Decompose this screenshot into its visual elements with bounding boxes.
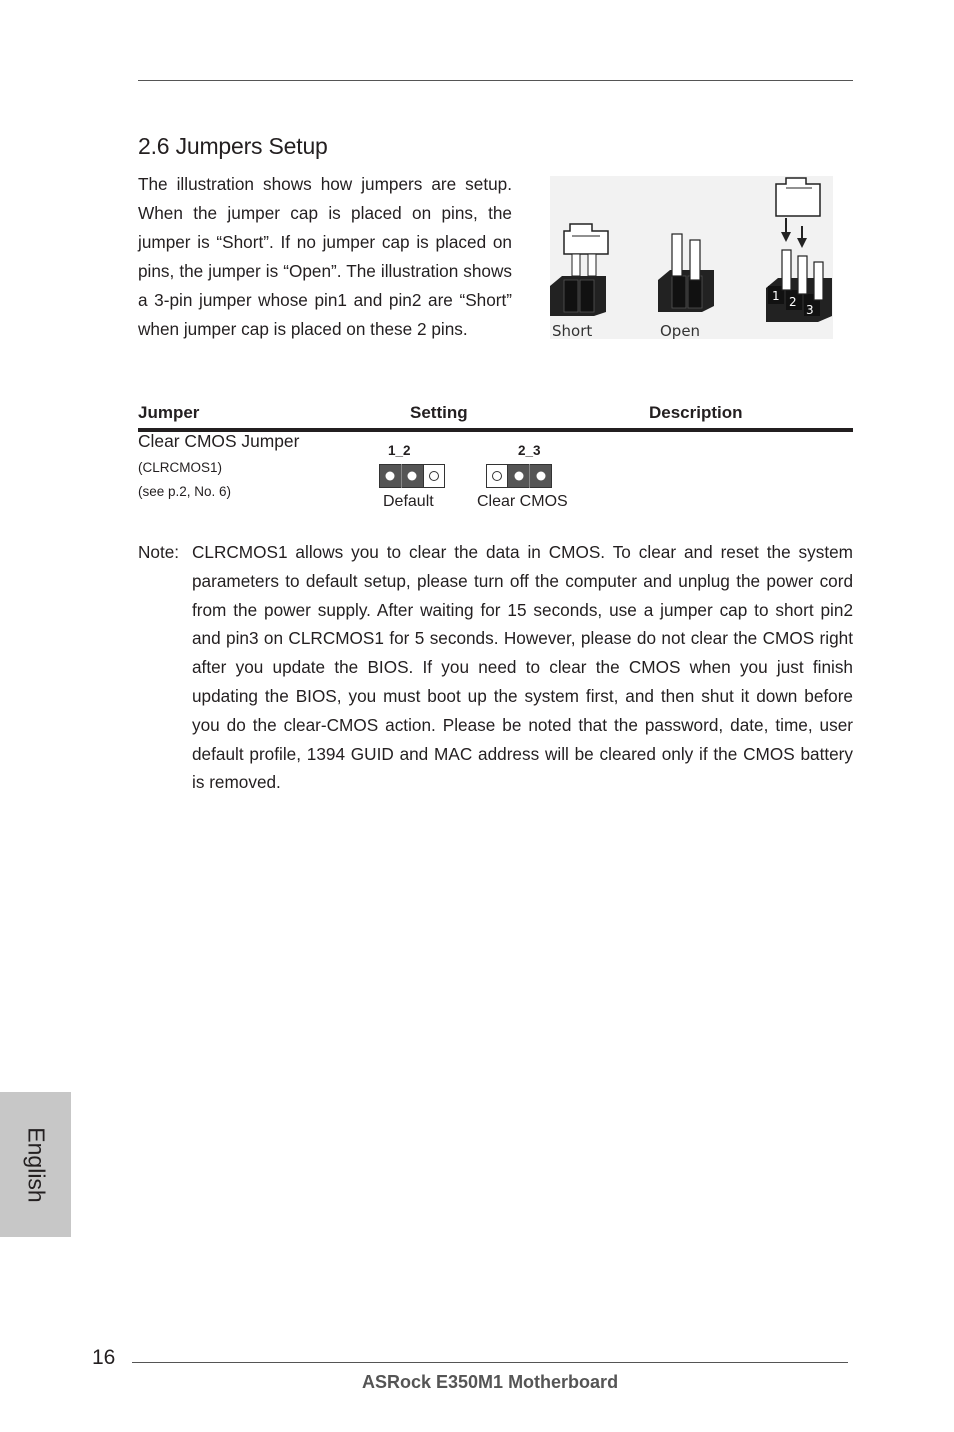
- open-jumper: [658, 234, 714, 312]
- footer-rule: [132, 1362, 848, 1363]
- footer-product: ASRock E350M1 Motherboard: [362, 1372, 619, 1392]
- pin-number-3: 3: [806, 303, 814, 317]
- intro-paragraph: The illustration shows how jumpers are setup. When the jumper cap is placed on pins, the jumper is “Short”. If no jumper cap is placed on pins, the jumper is “Open”. The illustration shows a 3-pin jumper whose pin1 and pin2 are “Short” when jumper cap is placed on these 2 pins.: [138, 174, 512, 339]
- header-rule: [138, 80, 853, 81]
- page-number: 16: [92, 1346, 116, 1369]
- header-jumper: Jumper: [138, 403, 200, 422]
- open-label: Open: [660, 322, 701, 339]
- setting-clear-caption: Clear CMOS: [477, 493, 568, 510]
- header-setting: Setting: [410, 403, 468, 422]
- pin-diagram-default: [379, 464, 445, 488]
- language-tab: [0, 1092, 71, 1237]
- short-jumper: [550, 224, 608, 316]
- three-pin-jumper: [766, 178, 832, 322]
- jumper-name: Clear CMOS Jumper: [138, 431, 300, 451]
- jumper-code: (CLRCMOS1): [138, 460, 223, 475]
- intro-text: [138, 170, 512, 344]
- pin-number-2: 2: [789, 295, 797, 309]
- setting-default-pins: 1_2: [388, 443, 411, 458]
- section-title: 2.6 Jumpers Setup: [138, 133, 328, 159]
- pin-diagram-clear-cmos: [486, 464, 552, 488]
- setting-clear-pins: 2_3: [518, 443, 541, 458]
- jumper-illustration: [550, 176, 833, 339]
- short-label: Short: [552, 322, 593, 339]
- pin-number-1: 1: [772, 289, 780, 303]
- jumper-reference: (see p.2, No. 6): [138, 484, 232, 499]
- note-text: CLRCMOS1 allows you to clear the data in CMOS. To clear and reset the system parameters to default setup, please turn off the computer and unplug the power cord from the power supply. After waiting for 15 seconds, use a jumper cap to short pin2 and pin3 on CLRCMOS1 for 5 seconds. However, please do not clear the CMOS right after you update the BIOS. If you need to clear the CMOS when you just finish updating the BIOS, you must boot up the system first, and then shut it down before you do the clear-CMOS action. Please be noted that the password, date, time, user default profile, 1394 GUID and MAC address will be cleared only if the CMOS battery is removed.: [192, 542, 853, 793]
- setting-default-caption: Default: [383, 493, 434, 510]
- note-label: Note:: [138, 542, 180, 562]
- header-description: Description: [649, 403, 743, 422]
- language-label: English: [23, 1126, 49, 1203]
